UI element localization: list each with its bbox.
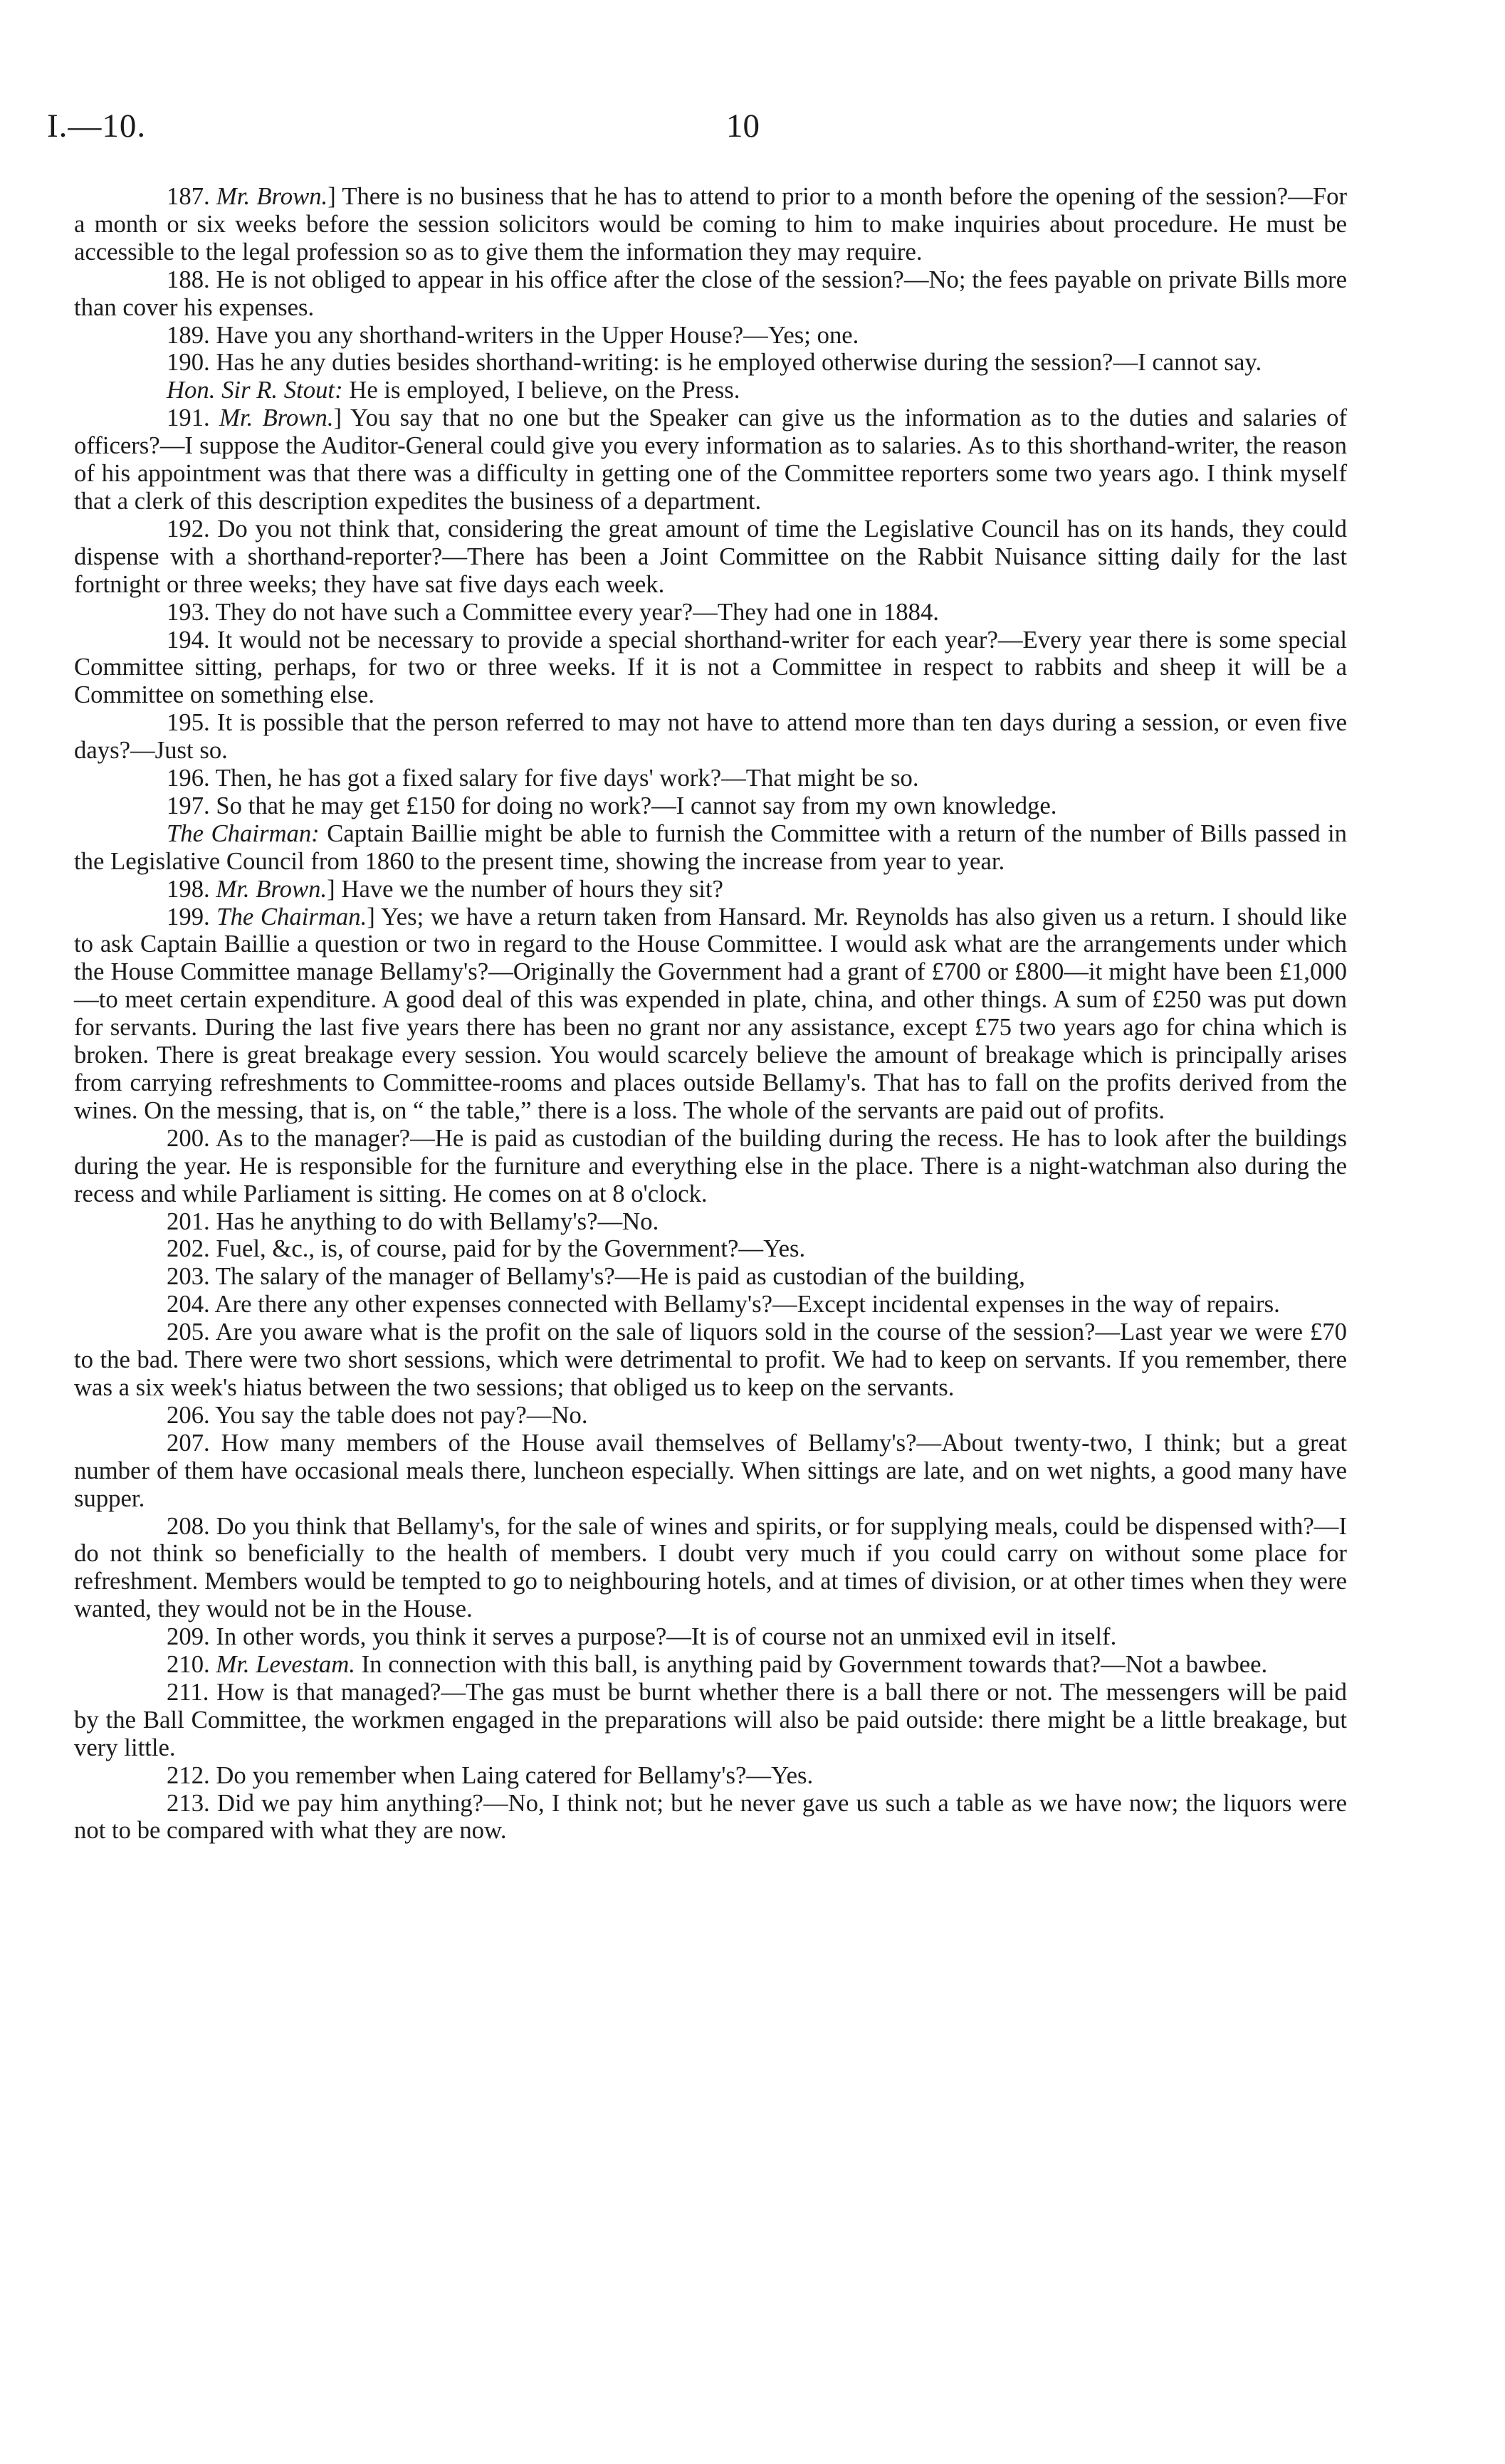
speaker-name: Mr. Levestam. bbox=[216, 1650, 355, 1679]
paragraph-text: ] There is no business that he has to attend to prior to a month before the opening of the session?—For a month or six weeks before the session solicitors would be coming to him to make inquiries about procedure. He must be accessible to the legal profession so as to give them the information they may require. bbox=[74, 182, 1348, 266]
question-number: 211. bbox=[167, 1677, 217, 1706]
question-number: 204. bbox=[167, 1290, 215, 1318]
evidence-paragraph bbox=[74, 709, 1347, 765]
paragraph-text: In connection with this ball, is anything paid by Government towards that?—Not a bawbee. bbox=[355, 1650, 1268, 1679]
question-number: 206. bbox=[167, 1400, 216, 1429]
evidence-paragraph bbox=[74, 1208, 1347, 1236]
evidence-text bbox=[74, 183, 1347, 1845]
evidence-paragraph bbox=[74, 599, 1347, 627]
paragraph-text: So that he may get £150 for doing no work?—I cannot say from my own knowledge. bbox=[216, 791, 1057, 819]
speaker-name: The Chairman: bbox=[167, 819, 320, 847]
paragraph-text: ] Yes; we have a return taken from Hansard. Mr. Reynolds has also given us a return. I should like to ask Captain Baillie a question or two in regard to the House Committee. I would ask what are the arrangements under which the House Committee manage Bellamy's?—Originally the Government had a grant of £700 or £800—it might have been £1,000—to meet certain expenditure. A good deal of this was expended in plate, china, and other things. A sum of £250 was put down for servants. During the last five years there has been no grant nor any assistance, except £75 two years ago for china which is broken. There is great breakage every session. You would scarcely believe the amount of breakage which is principally arises from carrying refreshments to Committee-rooms and places outside Bellamy's. That has to fall on the profits derived from the wines. On the messing, that is, on “ the table,” there is a loss. The whole of the servants are paid out of profits. bbox=[74, 902, 1348, 1124]
evidence-paragraph bbox=[74, 1402, 1347, 1430]
speaker-name: Hon. Sir R. Stout: bbox=[167, 376, 343, 404]
question-number: 210. bbox=[167, 1650, 216, 1679]
paragraph-text: The salary of the manager of Bellamy's?—He is paid as custodian of the building, bbox=[215, 1262, 1025, 1291]
speaker-name: The Chairman. bbox=[216, 902, 367, 930]
page-number: 10 bbox=[726, 108, 760, 145]
evidence-paragraph bbox=[74, 515, 1347, 599]
report-reference: I.—10. bbox=[47, 108, 147, 145]
question-number: 196. bbox=[167, 764, 216, 792]
evidence-paragraph bbox=[74, 1291, 1347, 1318]
paragraph-text: Have you any shorthand-writers in the Upper House?—Yes; one. bbox=[216, 320, 859, 349]
question-number: 195. bbox=[167, 708, 217, 737]
question-number: 194. bbox=[167, 625, 217, 654]
paragraph-text: It would not be necessary to provide a special shorthand-writer for each year?—Every year there is some special Committee sitting, perhaps, for two or three weeks. If it is not a Committee in respect to rabbits and sheep it will be a Committee on something else. bbox=[74, 625, 1348, 709]
question-number: 198. bbox=[167, 874, 216, 903]
paragraph-text: He is employed, I believe, on the Press. bbox=[342, 376, 740, 404]
paragraph-text: In other words, you think it serves a purpose?—It is of course not an unmixed evil in itself. bbox=[216, 1622, 1117, 1651]
evidence-paragraph bbox=[74, 1235, 1347, 1263]
question-number: 212. bbox=[167, 1761, 216, 1789]
question-number: 205. bbox=[167, 1318, 216, 1346]
evidence-paragraph bbox=[74, 322, 1347, 350]
question-number: 203. bbox=[167, 1262, 216, 1291]
paragraph-text: You say the table does not pay?—No. bbox=[215, 1400, 588, 1429]
question-number: 207. bbox=[167, 1428, 221, 1457]
question-number: 202. bbox=[167, 1234, 216, 1263]
speaker-name: Mr. Brown. bbox=[219, 404, 334, 432]
evidence-paragraph bbox=[74, 792, 1347, 820]
paragraph-text: Do you remember when Laing catered for Bellamy's?—Yes. bbox=[216, 1761, 814, 1789]
paragraph-text: Are you aware what is the profit on the sale of liquors sold in the course of the session?—Last year we were £70 to the bad. There were two short sessions, which were detrimental to profit. We had to keep on servants. If you remember, there was a six week's hiatus between the two sessions; that obliged us to keep on the servants. bbox=[74, 1318, 1347, 1401]
paragraph-text: How is that managed?—The gas must be burnt whether there is a ball there or not. The messengers will be paid by the Ball Committee, the workmen engaged in the preparations will also be paid outside: there might be a little breakage, but very little. bbox=[74, 1677, 1347, 1761]
evidence-paragraph bbox=[74, 876, 1347, 903]
speaker-name: Mr. Brown. bbox=[216, 874, 327, 903]
evidence-paragraph bbox=[74, 1651, 1347, 1679]
paragraph-text: He is not obliged to appear in his office after the close of the session?—No; the fees payable on private Bills more than cover his expenses. bbox=[74, 265, 1348, 321]
paragraph-text: Are there any other expenses connected with Bellamy's?—Except incidental expenses in the way of repairs. bbox=[214, 1290, 1280, 1318]
question-number: 188. bbox=[167, 265, 216, 293]
evidence-paragraph bbox=[74, 1513, 1347, 1624]
paragraph-text: Has he anything to do with Bellamy's?—No. bbox=[216, 1207, 659, 1235]
evidence-paragraph bbox=[74, 903, 1347, 1125]
question-number: 193. bbox=[167, 597, 216, 626]
question-number: 197. bbox=[167, 791, 216, 819]
evidence-paragraph bbox=[74, 404, 1347, 515]
evidence-paragraph bbox=[74, 1790, 1347, 1845]
question-number: 187. bbox=[167, 182, 216, 210]
paragraph-text: How many members of the House avail themselves of Bellamy's?—About twenty-two, I think; but a great number of them have occasional meals there, luncheon especially. When sittings are late, and on wet nights, a good many have supper. bbox=[74, 1428, 1348, 1512]
evidence-paragraph bbox=[74, 377, 1347, 404]
paragraph-text: ] Have we the number of hours they sit? bbox=[327, 874, 723, 903]
evidence-paragraph bbox=[74, 1125, 1347, 1208]
evidence-paragraph bbox=[74, 349, 1347, 377]
question-number: 191. bbox=[167, 404, 220, 432]
evidence-paragraph bbox=[74, 266, 1347, 322]
paragraph-text: As to the manager?—He is paid as custodian of the building during the recess. He has to look after the buildings during the year. He is responsible for the furniture and everything else in the place. There is a night-watchman also during the recess and while Parliament is sitting. He comes on at 8 o'clock. bbox=[74, 1123, 1347, 1207]
question-number: 209. bbox=[167, 1622, 216, 1651]
evidence-paragraph bbox=[74, 1762, 1347, 1790]
question-number: 208. bbox=[167, 1511, 216, 1540]
question-number: 200. bbox=[167, 1123, 216, 1152]
paragraph-text: Captain Baillie might be able to furnish the Committee with a return of the number of Bills passed in the Legislative Council from 1860 to the present time, showing the increase from year to year. bbox=[74, 819, 1348, 875]
paragraph-text: They do not have such a Committee every year?—They had one in 1884. bbox=[215, 597, 939, 626]
paragraph-text: Fuel, &c., is, of course, paid for by the Government?—Yes. bbox=[216, 1234, 806, 1263]
paragraph-text: It is possible that the person referred to may not have to attend more than ten days during a session, or even five days?—Just so. bbox=[74, 708, 1347, 765]
evidence-paragraph bbox=[74, 1679, 1347, 1762]
evidence-paragraph bbox=[74, 1318, 1347, 1402]
evidence-paragraph bbox=[74, 1623, 1347, 1651]
question-number: 190. bbox=[167, 348, 216, 377]
question-number: 189. bbox=[167, 320, 216, 349]
question-number: 199. bbox=[167, 902, 217, 930]
speaker-name: Mr. Brown. bbox=[216, 182, 328, 210]
paragraph-text: Did we pay him anything?—No, I think not; but he never gave us such a table as we have now; the liquors were not to be compared with what they are now. bbox=[74, 1788, 1347, 1845]
question-number: 192. bbox=[167, 514, 218, 542]
evidence-paragraph bbox=[74, 820, 1347, 876]
question-number: 201. bbox=[167, 1207, 216, 1235]
evidence-paragraph bbox=[74, 1263, 1347, 1291]
question-number: 213. bbox=[167, 1788, 217, 1817]
paragraph-text: ] You say that no one but the Speaker can give us the information as to the duties and salaries of officers?—I suppose the Auditor-General could give you every information as to salaries. As to this shorthand-writer, the reason of his appointment was that there was a difficulty in getting one of the Committee reporters some two years ago. I think myself that a clerk of this description expedites the business of a department. bbox=[74, 404, 1348, 515]
paragraph-text: Has he any duties besides shorthand-writing: is he employed otherwise during the session?—I cannot say. bbox=[216, 348, 1262, 377]
evidence-paragraph bbox=[74, 627, 1347, 710]
paragraph-text: Do you not think that, considering the great amount of time the Legislative Council has on its hands, they could dispense with a shorthand-reporter?—There has been a Joint Committee on the Rabbit Nuisance sitting daily for the last fortnight or three weeks; they have sat five days each week. bbox=[74, 514, 1348, 598]
evidence-paragraph bbox=[74, 183, 1347, 266]
paragraph-text: Then, he has got a fixed salary for five days' work?—That might be so. bbox=[215, 764, 919, 792]
evidence-paragraph bbox=[74, 1430, 1347, 1513]
paragraph-text: Do you think that Bellamy's, for the sale of wines and spirits, or for supplying meals, could be dispensed with?—I do not think so beneficially to the health of members. I doubt very much if you could carry on without some place for refreshment. Members would be tempted to go to neighbouring hotels, and at times of division, or at other times when they were wanted, they would not be in the House. bbox=[74, 1511, 1347, 1623]
evidence-paragraph bbox=[74, 765, 1347, 792]
